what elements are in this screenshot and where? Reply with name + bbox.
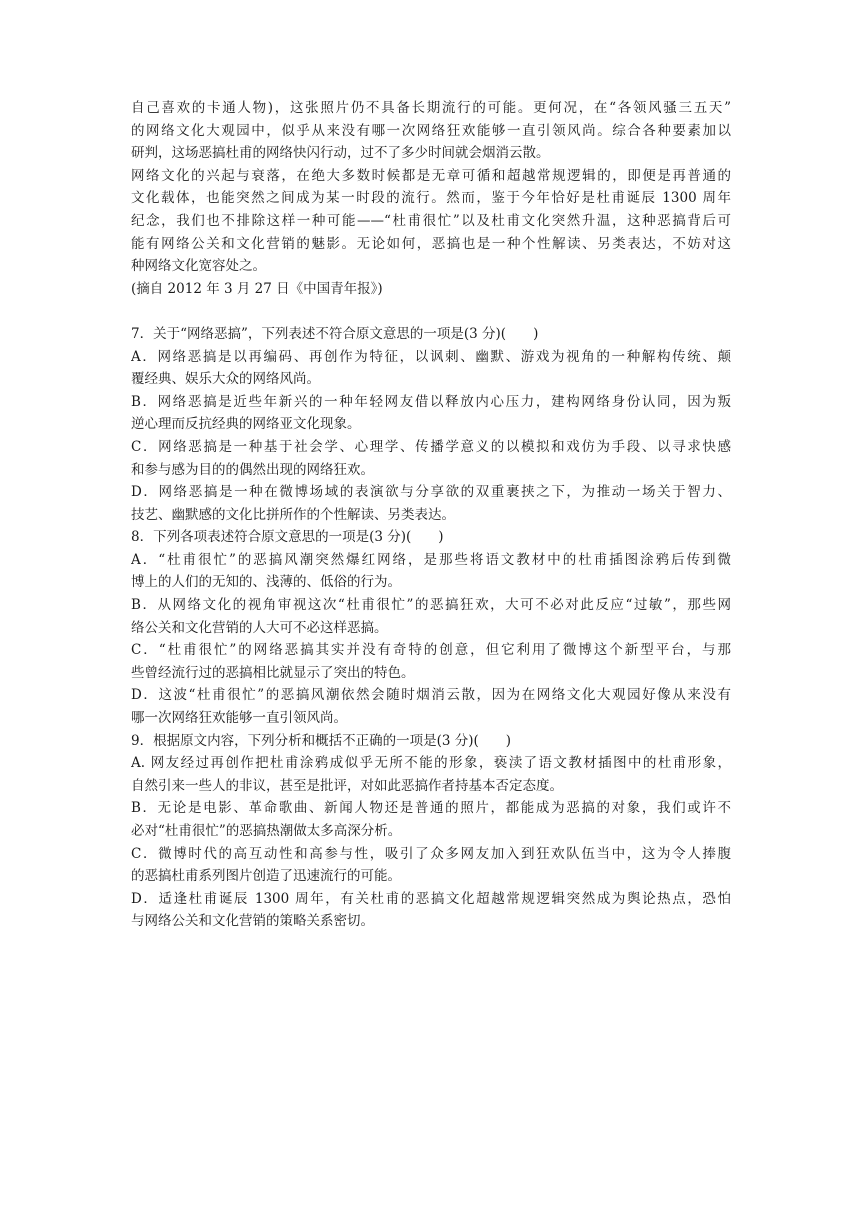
question-7	[131, 323, 731, 526]
text-line: 文化载体，也能突然之间成为某一时段的流行。然而，鉴于今年恰好是杜甫诞辰 1300 周年	[131, 190, 731, 207]
option-b: B．从网络文化的视角审视这次“杜甫很忙”的恶搞狂欢，大可不必对此反应“过敏”，那些网	[131, 597, 731, 614]
text-line: 纪念，我们也不排除这样一种可能——“杜甫很忙”以及杜甫文化突然升温，这种恶搞背后可	[131, 212, 731, 229]
question-stem: 8．下列各项表述符合原文意思的一项是(3 分)( )	[131, 529, 444, 546]
text-line: 的网络文化大观园中，似乎从来没有哪一次网络狂欢能够一直引领风尚。综合各种要素加以	[131, 122, 731, 139]
option-d-cont: 哪一次网络狂欢能够一直引领风尚。	[131, 710, 347, 727]
option-a-cont: 博上的人们的无知的、浅薄的、低俗的行为。	[131, 574, 401, 591]
option-b: B．网络恶搞是近些年新兴的一种年轻网友借以释放内心压力，建构网络身份认同，因为叛	[131, 393, 731, 410]
source-citation: (摘自 2012 年 3 月 27 日《中国青年报》)	[131, 280, 383, 297]
text-line: 研判，这场恶搞杜甫的网络快闪行动，过不了多少时间就会烟消云散。	[131, 145, 550, 162]
option-c: C．“杜甫很忙”的网络恶搞其实并没有奇特的创意，但它利用了微博这个新型平台，与那	[131, 642, 731, 659]
option-b: B．无论是电影、革命歌曲、新闻人物还是普通的照片，都能成为恶搞的对象，我们或许不	[131, 800, 731, 817]
option-b-cont: 络公关和文化营销的人大可不必这样恶搞。	[131, 619, 388, 636]
option-a: A．“杜甫很忙”的恶搞风潮突然爆红网络，是那些将语文教材中的杜甫插图涂鸦后传到微	[131, 551, 731, 568]
option-c-cont: 的恶搞杜甫系列图片创造了迅速流行的可能。	[131, 868, 401, 885]
option-a: A. 网友经过再创作把杜甫涂鸦成似乎无所不能的形象，亵渎了语文教材插图中的杜甫形象，	[131, 755, 731, 772]
option-c-cont: 些曾经流行过的恶搞相比就显示了突出的特色。	[131, 664, 415, 681]
question-8	[131, 526, 731, 729]
option-d: D．适逢杜甫诞辰 1300 周年，有关杜甫的恶搞文化超越常规逻辑突然成为舆论热点，恐怕	[131, 890, 731, 907]
option-a-cont: 自然引来一些人的非议，甚至是批评，对如此恶搞作者持基本否定态度。	[131, 777, 563, 794]
option-c: C．网络恶搞是一种基于社会学、心理学、传播学意义的以模拟和戏仿为手段、以寻求快感	[131, 438, 731, 455]
option-c: C．微博时代的高互动性和高参与性，吸引了众多网友加入到狂欢队伍当中，这为令人捧腹	[131, 845, 731, 862]
question-stem: 9．根据原文内容，下列分析和概括不正确的一项是(3 分)( )	[131, 732, 512, 749]
option-a: A．网络恶搞是以再编码、再创作为特征，以讽刺、幽默、游戏为视角的一种解构传统、颠	[131, 348, 731, 365]
text-line: 网络文化的兴起与衰落，在绝大多数时候都是无章可循和超越常规逻辑的，即便是再普通的	[131, 167, 731, 184]
option-d-cont: 与网络公关和文化营销的策略关系密切。	[131, 913, 374, 930]
text-line: 种网络文化宽容处之。	[131, 258, 266, 275]
option-b-cont: 逆心理而反抗经典的网络亚文化现象。	[131, 416, 361, 433]
text-line: 能有网络公关和文化营销的魅影。无论如何，恶搞也是一种个性解读、另类表达，不妨对这	[131, 235, 731, 252]
passage-paragraph-1	[131, 97, 731, 165]
text-line: 自己喜欢的卡通人物)，这张照片仍不具备长期流行的可能。更何况，在“各领风骚三五天”	[131, 100, 731, 116]
option-a-cont: 覆经典、娱乐大众的网络风尚。	[131, 371, 320, 388]
document-page	[131, 97, 731, 933]
option-d-cont: 技艺、幽默感的文化比拼所作的个性解读、另类表达。	[131, 506, 455, 523]
option-b-cont: 必对“杜甫很忙”的恶搞热潮做太多高深分析。	[131, 823, 402, 839]
spacer	[131, 300, 731, 323]
option-d: D．网络恶搞是一种在微博场域的表演欲与分享欲的双重裹挟之下，为推动一场关于智力、	[131, 484, 731, 501]
passage-paragraph-2	[131, 165, 731, 278]
option-c-cont: 和参与感为目的的偶然出现的网络狂欢。	[131, 461, 374, 478]
question-stem: 7．关于“网络恶搞”，下列表述不符合原文意思的一项是(3 分)( )	[131, 325, 539, 342]
question-9	[131, 730, 731, 933]
option-d: D．这波“杜甫很忙”的恶搞风潮依然会随时烟消云散，因为在网络文化大观园好像从来没有	[131, 687, 731, 704]
